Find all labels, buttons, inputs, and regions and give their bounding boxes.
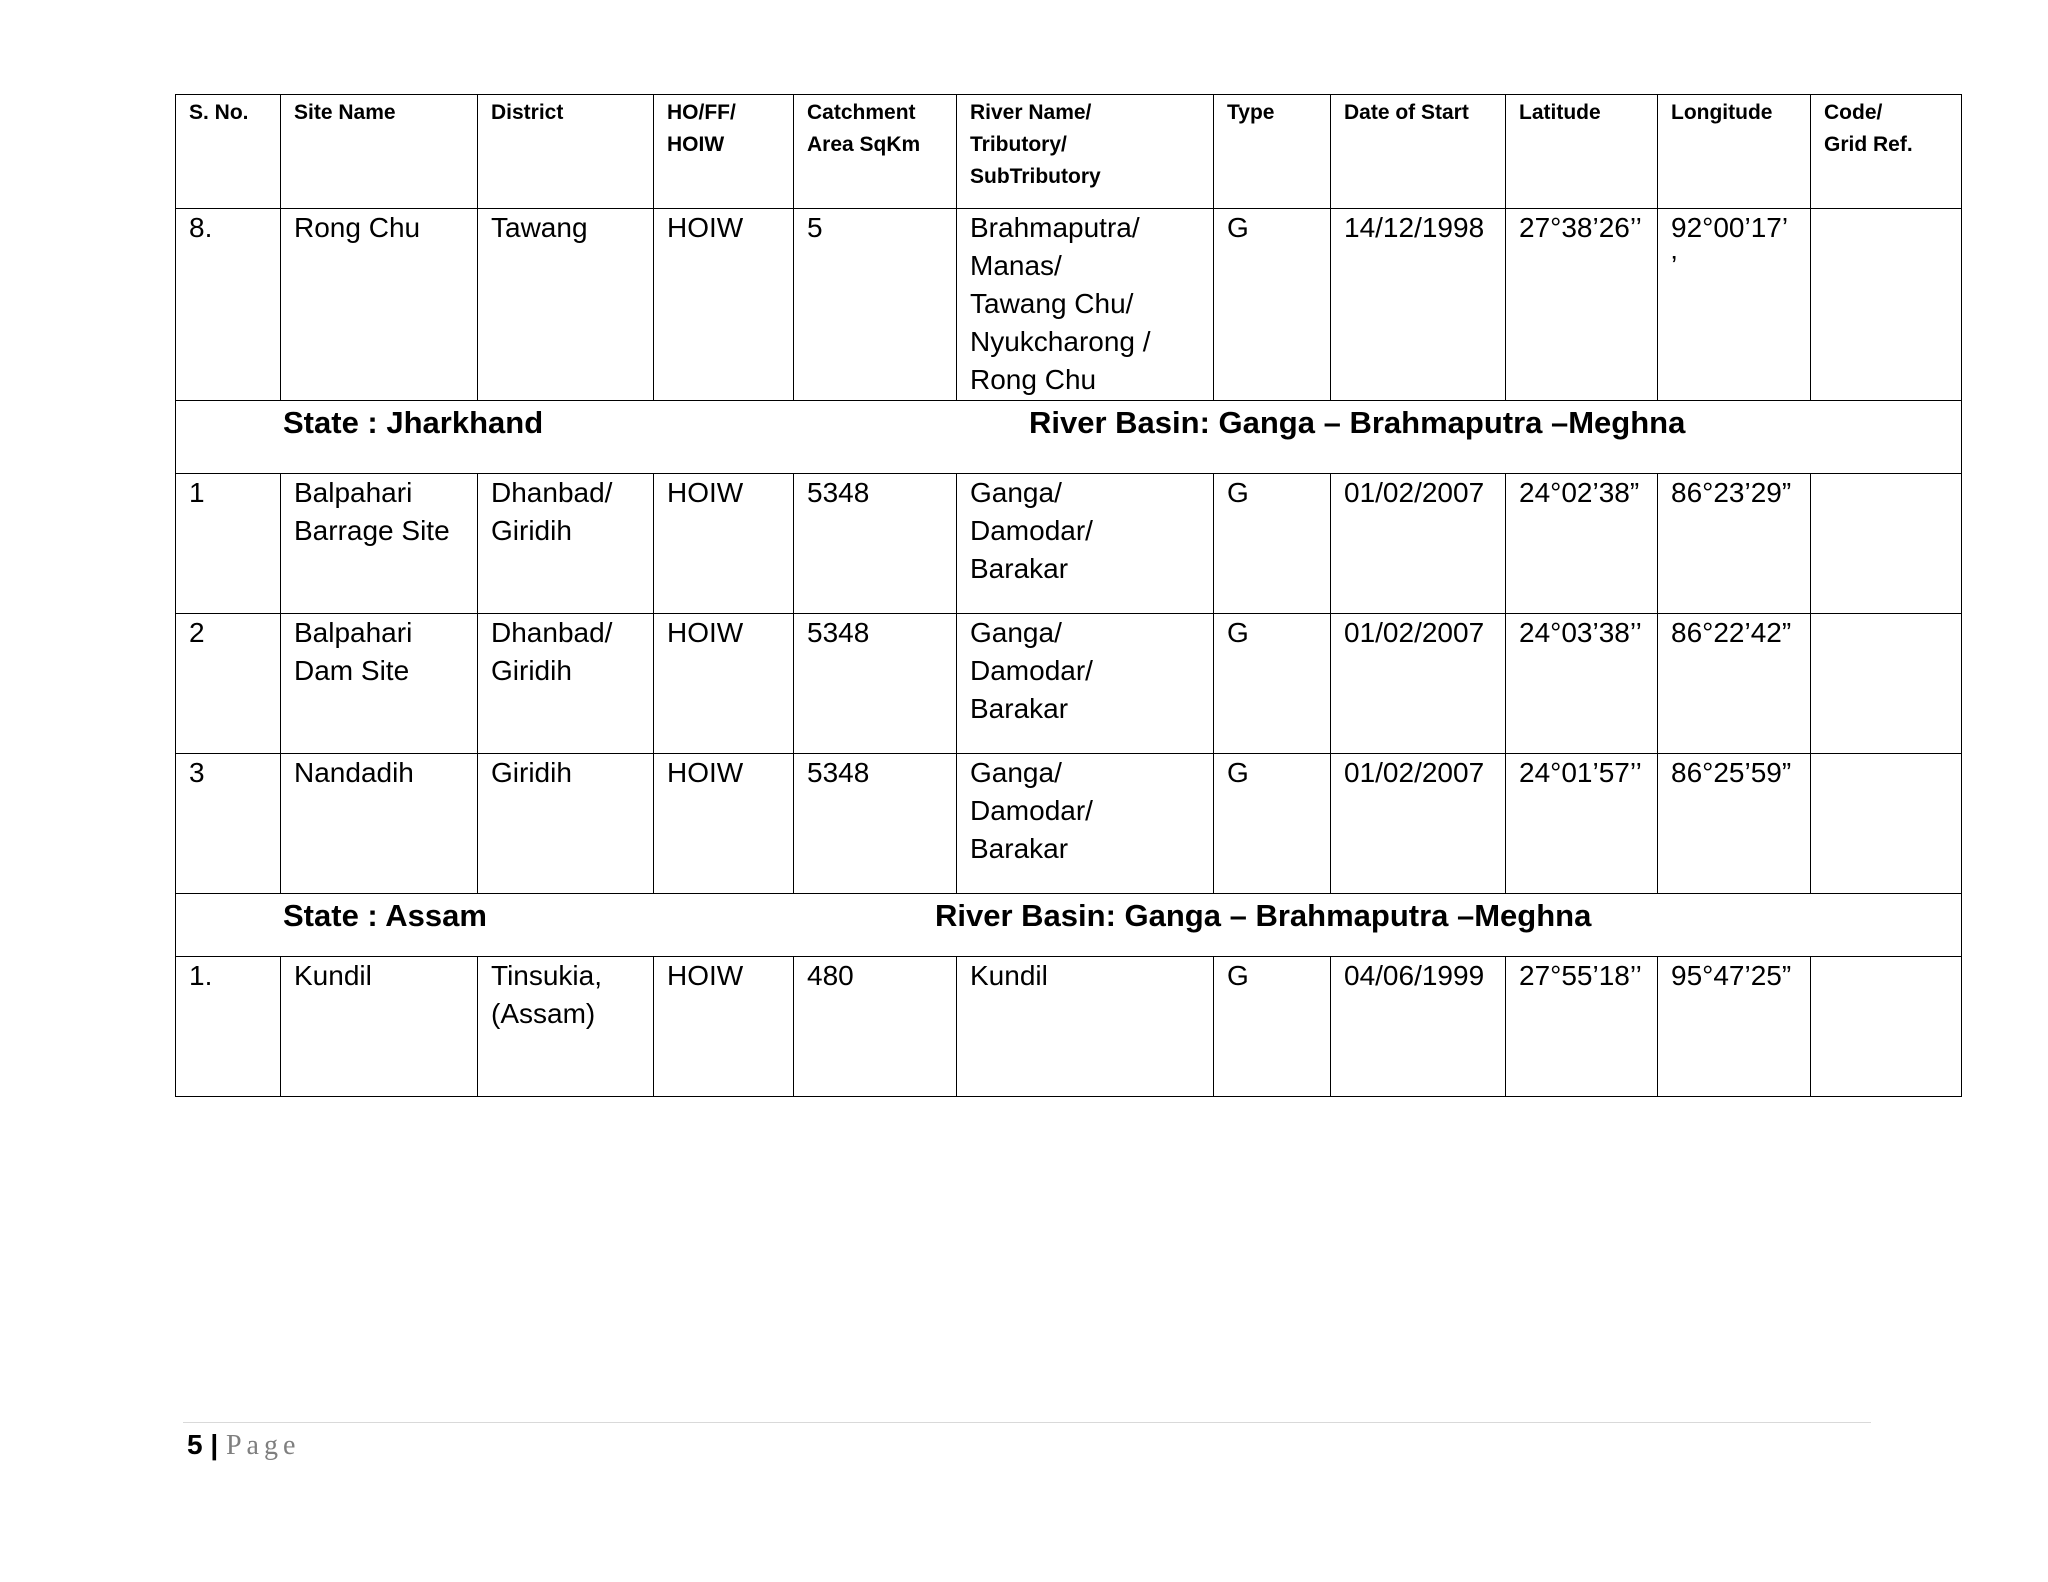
state-label: State : Assam <box>283 898 487 933</box>
cell-district: Dhanbad/ Giridih <box>478 474 654 614</box>
page-footer <box>187 1427 300 1464</box>
cell-catchment: 5348 <box>794 754 957 894</box>
cell-date: 04/06/1999 <box>1331 957 1506 1097</box>
cell-latitude: 27°55’18’’ <box>1506 957 1658 1097</box>
cell-catchment: 480 <box>794 957 957 1097</box>
cell-code <box>1811 474 1962 614</box>
cell-river: Ganga/ Damodar/ Barakar <box>957 754 1214 894</box>
cell-ho: HOIW <box>654 754 794 894</box>
cell-district: Dhanbad/ Giridih <box>478 614 654 754</box>
cell-type: G <box>1214 614 1331 754</box>
state-header-assam <box>176 894 1962 957</box>
cell-site-name: Balpahari Dam Site <box>281 614 478 754</box>
cell-type: G <box>1214 474 1331 614</box>
cell-longitude: 86°23’29” <box>1658 474 1811 614</box>
header-date-of-start: Date of Start <box>1331 95 1506 209</box>
cell-ho: HOIW <box>654 474 794 614</box>
cell-code <box>1811 754 1962 894</box>
cell-catchment: 5 <box>794 209 957 401</box>
page-word: Page <box>225 1430 301 1461</box>
cell-sno: 2 <box>176 614 281 754</box>
state-label: State : Jharkhand <box>283 405 544 440</box>
cell-code <box>1811 957 1962 1097</box>
cell-longitude: 95°47’25” <box>1658 957 1811 1097</box>
river-basin-label: River Basin: Ganga – Brahmaputra –Meghna <box>935 898 1592 933</box>
cell-catchment: 5348 <box>794 614 957 754</box>
cell-latitude: 24°03’38’’ <box>1506 614 1658 754</box>
cell-sno: 1 <box>176 474 281 614</box>
cell-site-name: Nandadih <box>281 754 478 894</box>
cell-code <box>1811 209 1962 401</box>
page-number: 5 <box>187 1429 203 1460</box>
cell-river: Ganga/ Damodar/ Barakar <box>957 614 1214 754</box>
table-row <box>176 209 1962 401</box>
header-type: Type <box>1214 95 1331 209</box>
cell-river: Kundil <box>957 957 1214 1097</box>
header-river-name: River Name/ Tributory/ SubTributory <box>957 95 1214 209</box>
cell-type: G <box>1214 957 1331 1097</box>
cell-latitude: 24°01’57’’ <box>1506 754 1658 894</box>
state-row-assam <box>176 894 1962 957</box>
cell-river: Brahmaputra/ Manas/ Tawang Chu/ Nyukcharong / Rong Chu <box>957 209 1214 401</box>
cell-sno: 8. <box>176 209 281 401</box>
cell-sno: 1. <box>176 957 281 1097</box>
state-row-jharkhand <box>176 401 1962 474</box>
cell-date: 01/02/2007 <box>1331 474 1506 614</box>
cell-ho: HOIW <box>654 209 794 401</box>
cell-code <box>1811 614 1962 754</box>
cell-ho: HOIW <box>654 614 794 754</box>
header-site-name: Site Name <box>281 95 478 209</box>
header-latitude: Latitude <box>1506 95 1658 209</box>
header-code-grid-ref: Code/ Grid Ref. <box>1811 95 1962 209</box>
cell-district: Giridih <box>478 754 654 894</box>
cell-latitude: 27°38’26’’ <box>1506 209 1658 401</box>
header-sno: S. No. <box>176 95 281 209</box>
cell-longitude: 86°25’59” <box>1658 754 1811 894</box>
header-district: District <box>478 95 654 209</box>
cell-longitude: 86°22’42” <box>1658 614 1811 754</box>
cell-type: G <box>1214 754 1331 894</box>
cell-site-name: Rong Chu <box>281 209 478 401</box>
cell-type: G <box>1214 209 1331 401</box>
cell-river: Ganga/ Damodar/ Barakar <box>957 474 1214 614</box>
cell-latitude: 24°02’38” <box>1506 474 1658 614</box>
cell-date: 01/02/2007 <box>1331 754 1506 894</box>
cell-district: Tawang <box>478 209 654 401</box>
header-ho-ff-hoiw: HO/FF/ HOIW <box>654 95 794 209</box>
cell-longitude: 92°00’17’ ’ <box>1658 209 1811 401</box>
cell-date: 01/02/2007 <box>1331 614 1506 754</box>
table-row <box>176 957 1962 1097</box>
cell-sno: 3 <box>176 754 281 894</box>
table-row <box>176 474 1962 614</box>
table-row <box>176 754 1962 894</box>
cell-site-name: Kundil <box>281 957 478 1097</box>
cell-date: 14/12/1998 <box>1331 209 1506 401</box>
header-longitude: Longitude <box>1658 95 1811 209</box>
footer-divider <box>183 1422 1871 1423</box>
gauge-site-table <box>175 94 1962 1097</box>
table-header-row <box>176 95 1962 209</box>
cell-district: Tinsukia, (Assam) <box>478 957 654 1097</box>
footer-separator: | <box>202 1429 226 1460</box>
header-catchment-area: Catchment Area SqKm <box>794 95 957 209</box>
cell-ho: HOIW <box>654 957 794 1097</box>
river-basin-label: River Basin: Ganga – Brahmaputra –Meghna <box>1029 405 1686 440</box>
state-header-jharkhand <box>176 401 1962 474</box>
cell-catchment: 5348 <box>794 474 957 614</box>
table-row <box>176 614 1962 754</box>
cell-site-name: Balpahari Barrage Site <box>281 474 478 614</box>
